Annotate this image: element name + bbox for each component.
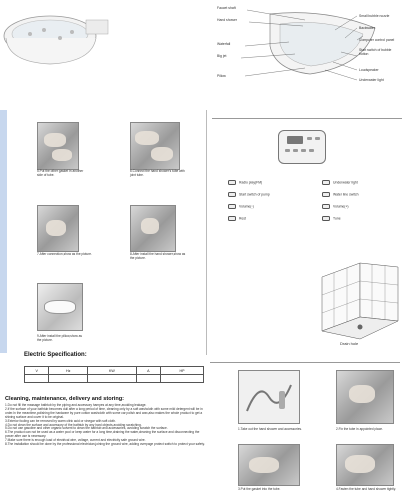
cleaning-line-2: 2.If the surface of your bathtub becomes dull after a long period of time, cleaning only by a soft washcloth with some mild detergent will be in order.In the meantime,polishing the hardware by pure cotton washcloth with some car polish and wax,also makes the whole product to get a shining surface and cover it to be original.	[5, 406, 203, 419]
cleaning-line-1: 1.Do not fill the massage bathtub by the piping and accessory hampes at any time,avoiding leakage.	[5, 403, 147, 407]
radio-button-icon	[228, 180, 236, 185]
step9-photo	[37, 283, 83, 331]
page-edge-strip	[0, 110, 7, 353]
control-tune: Tune	[322, 216, 341, 221]
cleaning-line-4: 4.Do not clean the surface and accessory of the bathtub by any hard objects,avoiding scratching.	[5, 422, 142, 427]
label-big-jet: Big jet	[217, 54, 227, 58]
electric-spec-title: Electric Specification:	[24, 352, 87, 358]
water-line-button-icon	[322, 192, 330, 197]
control-volume-plus: Volume(+)	[322, 204, 349, 209]
install4-caption: 4.Fasten the tube and hand shower tightly.	[336, 487, 397, 491]
tile-wall-drawing	[320, 255, 400, 340]
drain-diagram	[320, 255, 400, 340]
label-backwater: Backwater	[359, 26, 375, 30]
label-start-switch-bubble: Start switch of bubble button	[359, 48, 392, 56]
step6-caption: 6.Connect the hand shower's tube with joint tube.	[130, 169, 185, 177]
control-pump: Start switch of pump	[228, 192, 270, 197]
middle-divider	[206, 110, 207, 355]
install1-caption: 1.Take out the hand shower and accessories.	[238, 427, 302, 431]
label-underwater-light: Underwater light	[359, 78, 384, 82]
volume-up-icon	[322, 204, 330, 209]
label-hand-shower: Hand shower	[217, 18, 237, 22]
tune-button-icon	[322, 216, 330, 221]
install2-photo	[336, 370, 394, 424]
spec-header-v: V	[25, 367, 49, 375]
cleaning-line-8: 8.The installation should be done by the professional electrician,joining the ground wire, adding overpage protect switch to protect your safety.	[5, 442, 205, 447]
label-small-bubble-nozzle: Small bubble nozzle	[359, 14, 390, 18]
divider-right-top	[212, 118, 402, 119]
tub-illustration	[0, 0, 110, 70]
electric-spec-header-row	[25, 367, 204, 375]
tub-photo-topleft	[0, 0, 110, 70]
cleaning-line-7: 7.Make sure there is enough load of electrical wire, voltage, current and electricity safe ground wire.	[5, 438, 146, 443]
cleaning-line-3: 3.Exterior fouling can be removed by warm citric acid or vinegar with soft cloth.	[5, 418, 116, 423]
label-faucet-shaft: Faucet shaft	[217, 6, 236, 10]
step8-caption: 8.After install the hand shower,show as the picture.	[130, 252, 186, 260]
tub-diagram	[215, 6, 406, 86]
control-volume-minus: Volume(-)	[228, 204, 254, 209]
step6-photo	[130, 122, 180, 170]
step5-caption: 5.Put the other gasket in another side of tube.	[37, 169, 84, 177]
drain-hole-label: Drain hole	[340, 341, 359, 346]
install2-caption: 2.Fix the tube in appointed place.	[336, 427, 383, 431]
bottom-right-divider	[210, 362, 400, 363]
control-rest: Rest	[228, 216, 246, 221]
spec-header-kw: KW	[88, 367, 137, 375]
drain-hole-mark	[358, 325, 363, 330]
electric-spec-table	[24, 366, 204, 383]
step8-photo	[130, 205, 176, 252]
volume-down-icon	[228, 204, 236, 209]
rest-button-icon	[228, 216, 236, 221]
control-radio: Radio play(FM)	[228, 180, 262, 185]
label-loudspeaker: Loudspeaker	[359, 68, 379, 72]
light-button-icon	[322, 180, 330, 185]
spec-header-hp: HP	[161, 367, 204, 375]
cleaning-line-6: 6.The product can not be used as a water pool or keep water for a long time,draining the water,cleaning the surface and disconnecting the power after use is necessary.	[5, 430, 200, 439]
label-pillow: Pillow	[217, 74, 226, 78]
control-legend	[228, 180, 403, 242]
step7-caption: 7.After connection,show as the picture.	[37, 252, 92, 256]
step5-photo	[37, 122, 79, 170]
install3-caption: 3.Put the gasket into the tube.	[238, 487, 281, 491]
install3-photo	[238, 444, 300, 486]
control-underwater-light: Underwater light	[322, 180, 358, 185]
tub-diagram-drawing	[215, 6, 406, 86]
electric-spec-value-row	[25, 375, 204, 383]
cleaning-line-5: 5.Do not use gasoline and other organic solvent to clean the bathtub and accessories, avoiding scratch the surface.	[5, 426, 168, 431]
label-waterfall: Waterfall	[217, 42, 231, 46]
cleaning-title: Cleaning, maintenance, delivery and storing:	[5, 396, 125, 402]
pump-button-icon	[228, 192, 236, 197]
install4-photo	[336, 444, 394, 486]
control-water-line: Water line switch	[322, 192, 359, 197]
spec-header-a: A	[136, 367, 160, 375]
control-panel-image	[278, 130, 326, 164]
cleaning-text	[5, 404, 205, 447]
label-computer-control-panel: Computer control panel	[359, 38, 395, 42]
step9-caption: 9.After install the pillow,show as the picture.	[37, 334, 83, 342]
install1-photo	[238, 370, 300, 424]
step7-photo	[37, 205, 79, 252]
spec-header-hz: Hz	[49, 367, 88, 375]
